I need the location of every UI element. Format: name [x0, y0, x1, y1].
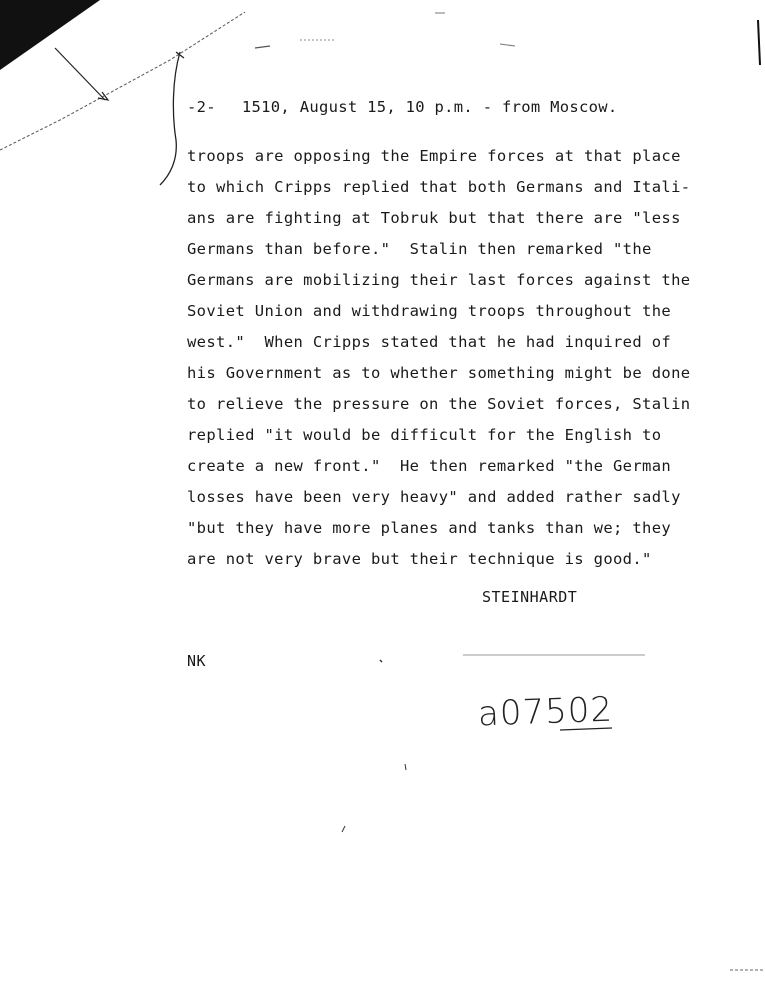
- body-line: losses have been very heavy" and added rather sadly: [187, 488, 681, 506]
- margin-bracket: [160, 52, 180, 185]
- stray-mark-3: [405, 764, 406, 770]
- stray-mark-2: [342, 826, 345, 832]
- typist-initials: NK: [187, 652, 207, 670]
- body-line: ans are fighting at Tobruk but that there are "less: [187, 209, 681, 227]
- body-line: west." When Cripps stated that he had inquired of: [187, 333, 672, 351]
- body-line: Germans than before." Stalin then remarked "the: [187, 240, 652, 258]
- body-line: create a new front." He then remarked "the German: [187, 457, 672, 475]
- top-dash-3: [500, 44, 515, 46]
- body-line: to which Cripps replied that both Germans and Itali-: [187, 178, 691, 196]
- header-line: [187, 98, 618, 116]
- body-line: to relieve the pressure on the Soviet forces, Stalin: [187, 395, 691, 413]
- body-line: his Government as to whether something might be done: [187, 364, 691, 382]
- body-line: are not very brave but their technique is good.": [187, 550, 652, 568]
- pencil-mark: [55, 48, 105, 100]
- telegram-reference: 1510, August 15, 10 p.m. - from Moscow.: [241, 98, 618, 116]
- signature: STEINHARDT: [482, 588, 578, 606]
- body-line: Soviet Union and withdrawing troops throughout the: [187, 302, 672, 320]
- body-line: "but they have more planes and tanks than we; they: [187, 519, 672, 537]
- body-line: troops are opposing the Empire forces at that place: [187, 147, 681, 165]
- stray-mark-1: [380, 660, 382, 662]
- body-line: replied "it would be difficult for the English to: [187, 426, 662, 444]
- page-number: -2-: [187, 98, 216, 116]
- body-line: Germans are mobilizing their last forces against the: [187, 271, 691, 289]
- handwritten-file-number: a07502: [477, 689, 614, 735]
- top-dash-1: [255, 46, 270, 48]
- right-edge-mark: [758, 20, 760, 65]
- body-text: [187, 141, 707, 575]
